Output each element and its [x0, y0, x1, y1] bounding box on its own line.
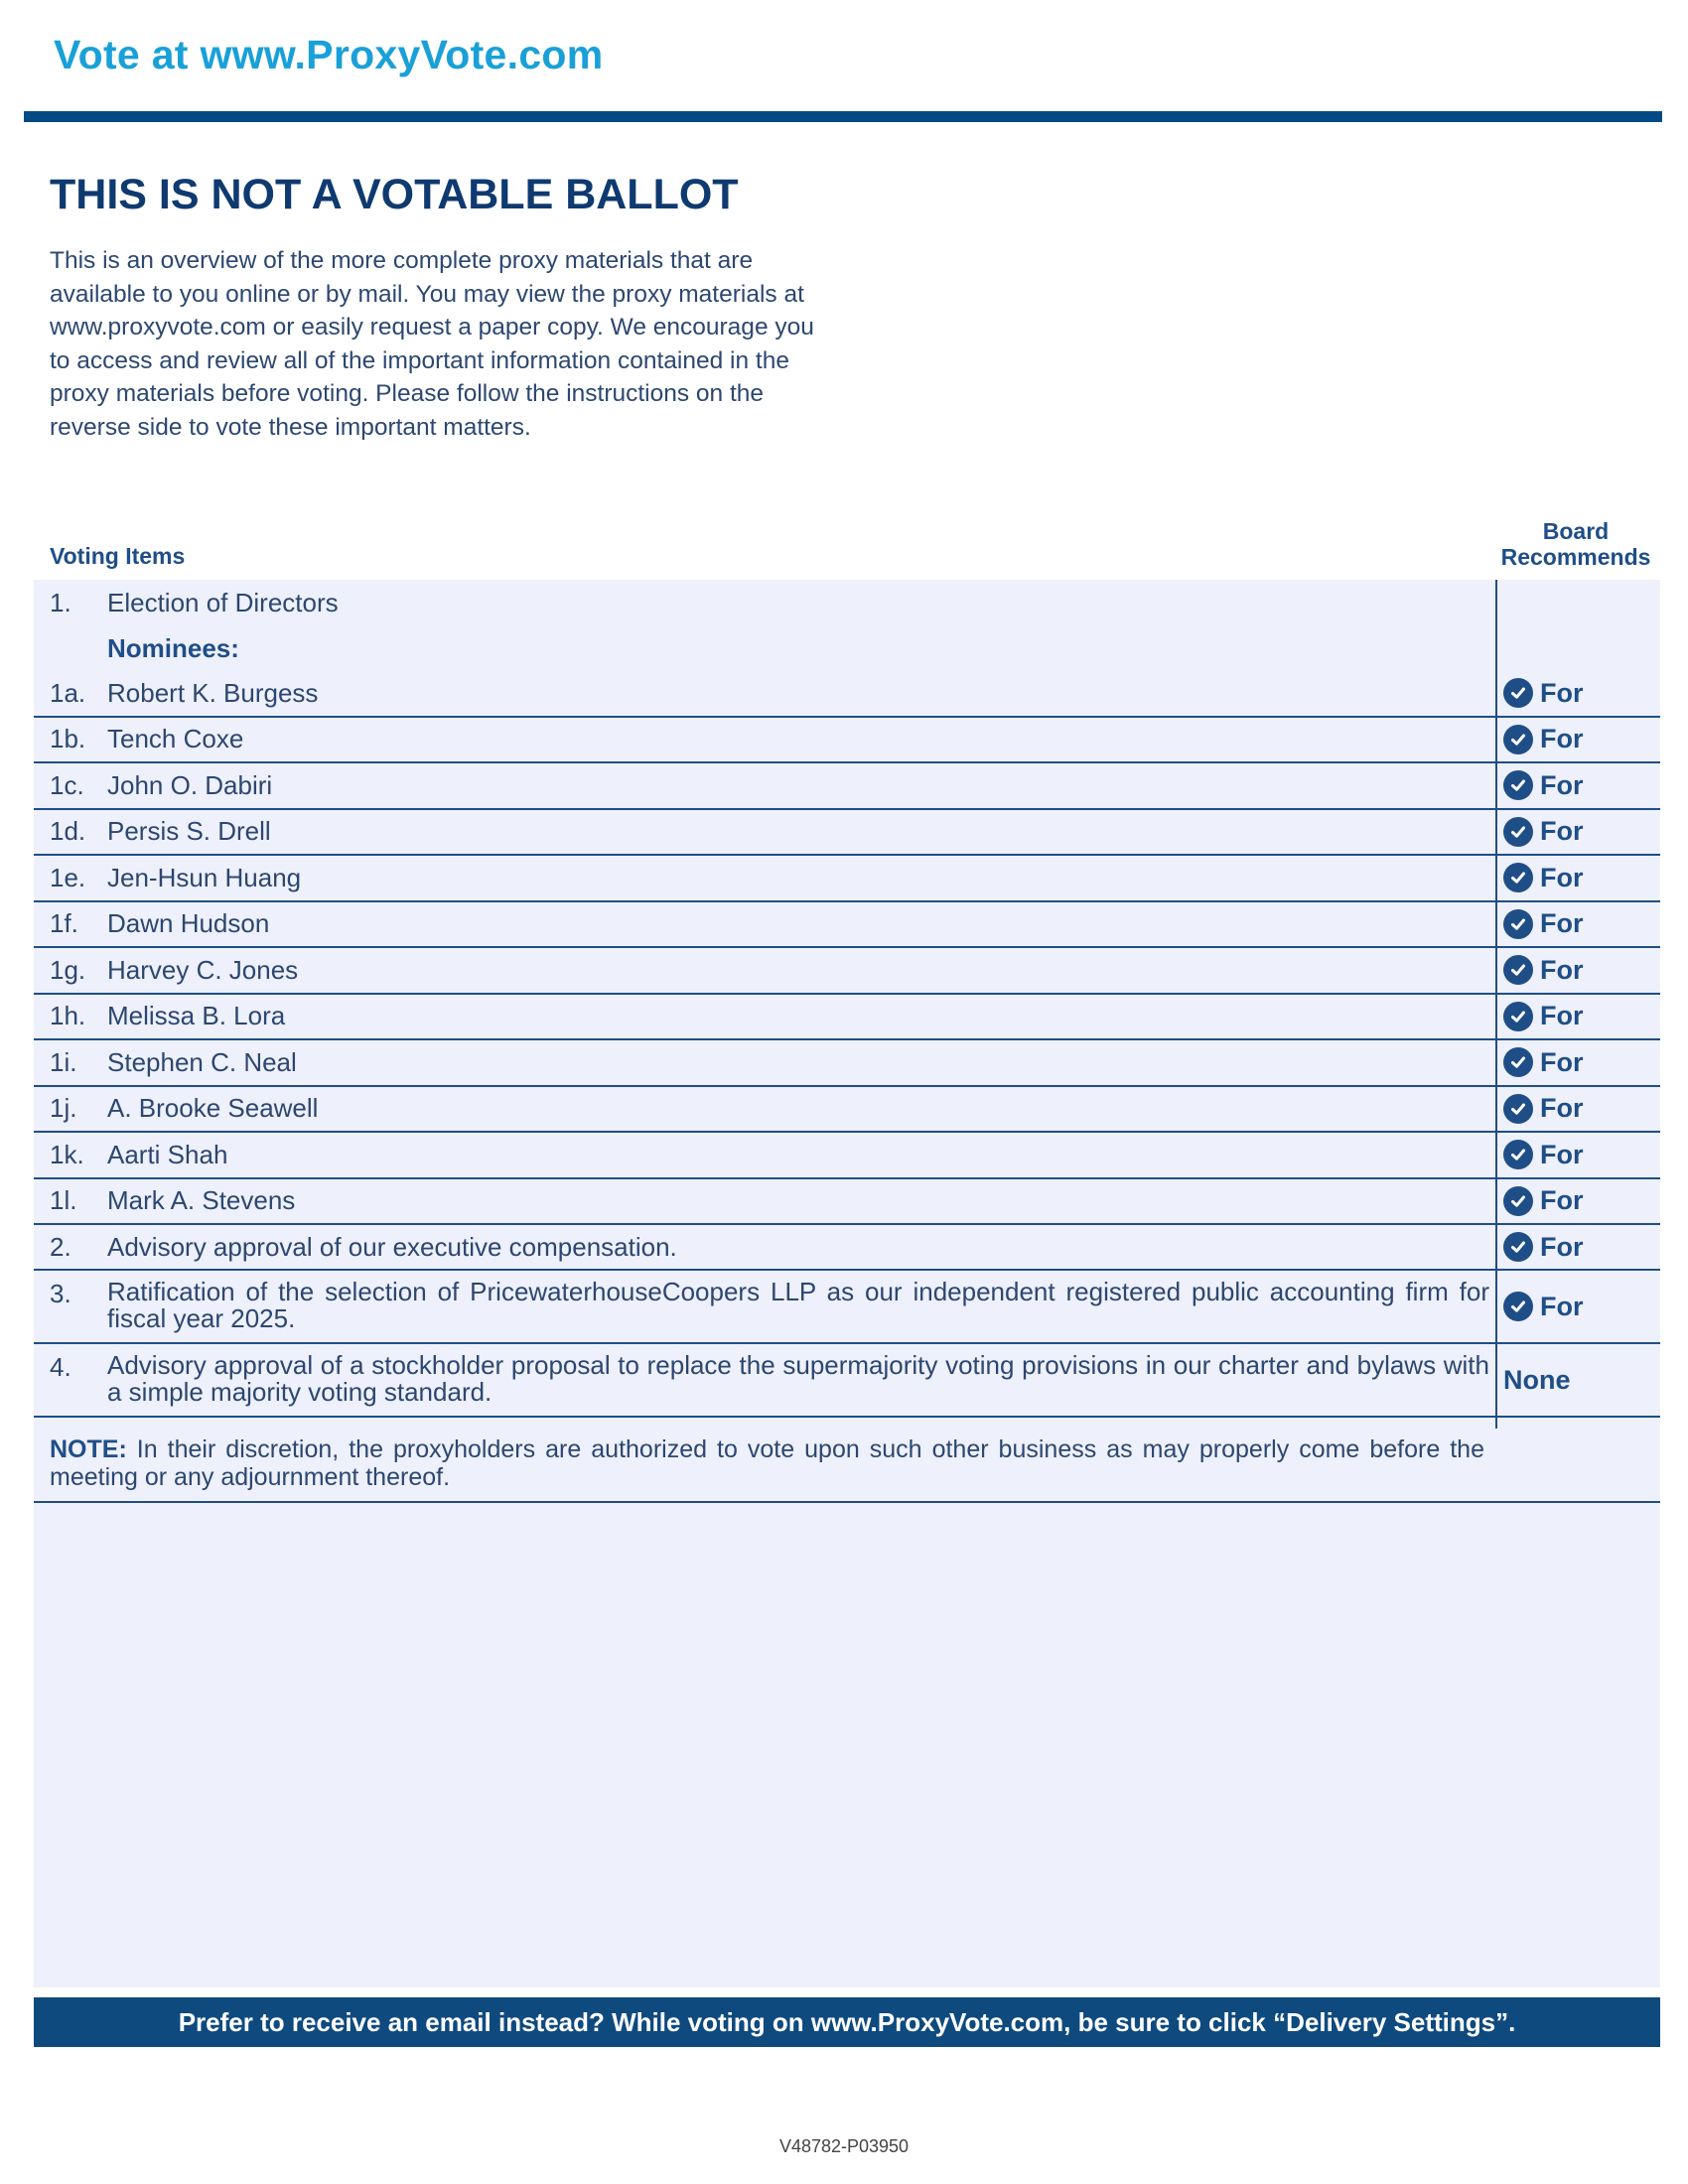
item-text: Ratification of the selection of PricewaterhouseCoopers LLP as our independent registered public accounting firm for fiscal year 2025.: [107, 1277, 1489, 1333]
recommendation: [1495, 955, 1660, 986]
check-circle-icon: [1503, 817, 1533, 847]
recommendation: [1495, 770, 1660, 801]
nominee-row: [34, 856, 1660, 902]
recommendation: [1495, 1292, 1660, 1322]
check-circle-icon: [1503, 909, 1533, 939]
check-circle-icon: [1503, 955, 1533, 985]
recommendation-label: For: [1540, 1139, 1584, 1169]
item-number: 2.: [50, 1231, 71, 1262]
recommendation-label: For: [1540, 1291, 1584, 1321]
header-rule: [24, 111, 1662, 122]
nominee-name: Stephen C. Neal: [107, 1046, 297, 1077]
item-number: 1.: [50, 587, 71, 617]
item-number: 1g.: [50, 954, 86, 985]
item-number: 1e.: [50, 862, 86, 892]
footer-banner: [34, 1997, 1660, 2047]
recommendation-label: For: [1540, 1001, 1584, 1031]
note-paragraph: [50, 1435, 1484, 1491]
recommendation: [1495, 1185, 1660, 1216]
recommendation-label: For: [1540, 1185, 1584, 1216]
intro-paragraph: This is an overview of the more complete proxy materials that are available to you online or by mail. You may view the proxy materials at www.proxyvote.com or easily request a paper copy. We encourage you to access and review all of the important information contained in the proxy materials before voting. Please follow the instructions on the reverse side to vote these important matters.: [50, 247, 814, 441]
nominee-name: Aarti Shah: [107, 1139, 228, 1169]
check-circle-icon: [1503, 678, 1533, 708]
item-number: 1k.: [50, 1139, 84, 1169]
check-circle-icon: [1503, 1140, 1533, 1169]
item-number: 1a.: [50, 677, 86, 708]
item-number: 3.: [50, 1279, 71, 1308]
item-row-1: [34, 580, 1660, 625]
item-text: Advisory approval of our executive compensation.: [107, 1231, 677, 1262]
recommendation: [1495, 1365, 1660, 1396]
recommendation-label: None: [1503, 1364, 1571, 1395]
nominee-row: [34, 1179, 1660, 1226]
item-number: 1j.: [50, 1093, 77, 1124]
recommendation-label: For: [1540, 1093, 1584, 1124]
recommendation: [1495, 1047, 1660, 1078]
note-rule: [34, 1501, 1660, 1503]
board-recommends-line1: Board: [1542, 518, 1610, 544]
nominee-name: A. Brooke Seawell: [107, 1093, 319, 1124]
recommendation: [1495, 678, 1660, 709]
recommendation: [1495, 724, 1660, 754]
nominee-row: [34, 902, 1660, 949]
check-circle-icon: [1503, 725, 1533, 754]
note-text: In their discretion, the proxyholders are authorized to vote upon such other business as may properly come before the meeting or any adjournment thereof.: [50, 1435, 1484, 1491]
nominee-name: Persis S. Drell: [107, 816, 271, 847]
recommendation-label: For: [1540, 1231, 1584, 1262]
item-number: 1b.: [50, 724, 86, 754]
check-circle-icon: [1503, 1094, 1533, 1124]
nominee-row: [34, 718, 1660, 764]
recommendation-label: For: [1540, 954, 1584, 985]
nominee-row: [34, 1040, 1660, 1087]
proposal-row-4: [34, 1344, 1660, 1418]
item-text: Advisory approval of a stockholder proposal to replace the supermajority voting provisions in our charter and bylaws with a simple majority voting standard.: [107, 1350, 1489, 1407]
nominee-row: [34, 1087, 1660, 1134]
item-number: 1d.: [50, 816, 86, 847]
nominees-row: [34, 625, 1660, 671]
check-circle-icon: [1503, 1292, 1533, 1321]
check-circle-icon: [1503, 1002, 1533, 1031]
nominee-name: Mark A. Stevens: [107, 1185, 296, 1216]
recommendation-label: For: [1540, 816, 1584, 847]
nominee-name: John O. Dabiri: [107, 769, 273, 800]
recommendation-label: For: [1540, 862, 1584, 892]
recommendation: [1495, 1001, 1660, 1031]
item-number: 1c.: [50, 769, 84, 800]
nominee-row: [34, 995, 1660, 1041]
recommendation-label: For: [1540, 724, 1584, 754]
nominee-row: [34, 948, 1660, 995]
nominee-row: [34, 763, 1660, 810]
nominees-label: Nominees:: [107, 632, 239, 663]
voting-items-header: Voting Items: [50, 543, 186, 569]
check-circle-icon: [1503, 770, 1533, 800]
recommendation: [1495, 1093, 1660, 1124]
nominee-row: [34, 1133, 1660, 1179]
recommendation: [1495, 1232, 1660, 1263]
item-number: 1h.: [50, 1001, 86, 1031]
recommendation-label: For: [1540, 1046, 1584, 1077]
recommendation-label: For: [1540, 769, 1584, 800]
item-text: Election of Directors: [107, 587, 339, 617]
document-code: V48782-P03950: [778, 2136, 910, 2156]
proposal-row-3: [34, 1271, 1660, 1344]
nominee-name: Melissa B. Lora: [107, 1001, 286, 1031]
voting-items-table: [34, 580, 1660, 1418]
board-recommends-header: [1491, 518, 1660, 570]
nominee-name: Harvey C. Jones: [107, 954, 299, 985]
recommendation-label: For: [1540, 677, 1584, 708]
nominee-row: [34, 671, 1660, 718]
check-circle-icon: [1503, 1232, 1533, 1262]
recommendation-label: For: [1540, 908, 1584, 939]
check-circle-icon: [1503, 1047, 1533, 1077]
nominee-name: Tench Coxe: [107, 724, 244, 754]
recommendation: [1495, 908, 1660, 939]
nominee-row: [34, 810, 1660, 857]
recommendation: [1495, 816, 1660, 847]
nominee-name: Dawn Hudson: [107, 908, 270, 939]
item-number: 1i.: [50, 1046, 77, 1077]
item-number: 1f.: [50, 908, 78, 939]
board-recommends-line2: Recommends: [1500, 544, 1651, 570]
check-circle-icon: [1503, 863, 1533, 892]
nominee-name: Jen-Hsun Huang: [107, 862, 302, 892]
item-number: 1l.: [50, 1185, 77, 1216]
page-title: THIS IS NOT A VOTABLE BALLOT: [50, 171, 739, 218]
nominee-name: Robert K. Burgess: [107, 677, 319, 708]
proposal-row-2: [34, 1225, 1660, 1271]
recommendation: [1495, 1140, 1660, 1170]
item-number: 4.: [50, 1352, 71, 1382]
recommendation: [1495, 863, 1660, 893]
footer-banner-text: Prefer to receive an email instead? While voting on www.ProxyVote.com, be sure to click “Delivery Settings”.: [178, 2006, 1516, 2037]
note-label: NOTE:: [50, 1435, 127, 1463]
check-circle-icon: [1503, 1186, 1533, 1216]
header-title: Vote at www.ProxyVote.com: [54, 32, 604, 77]
